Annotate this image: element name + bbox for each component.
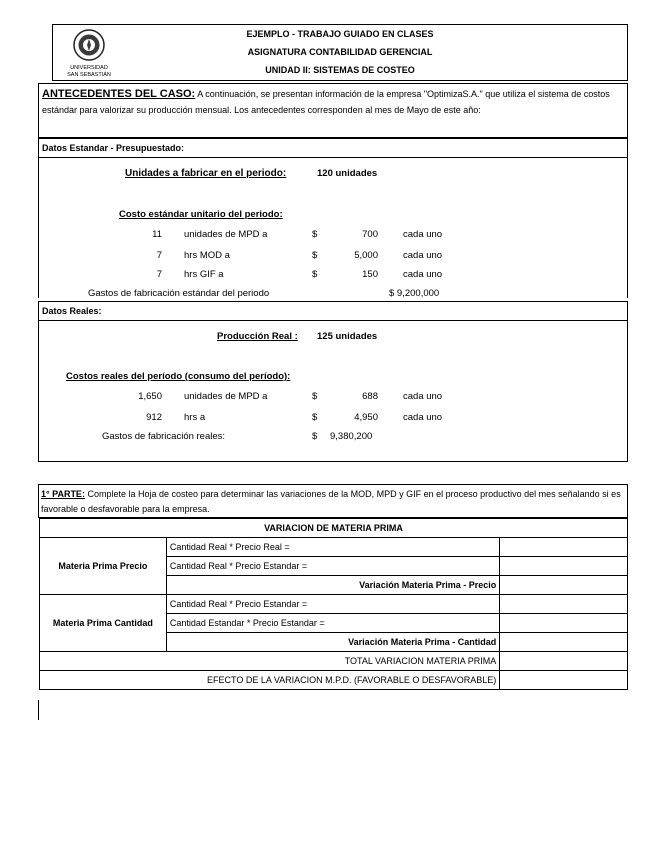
answer-cell[interactable] [500,538,628,557]
std-row-each: cada uno [403,229,443,240]
std-gif-label: Gastos de fabricación estándar del periodo [88,288,270,299]
real-row-qty: 1,650 [138,391,162,402]
real-row-each: cada uno [403,391,443,402]
cantidad-total-label: Variación Materia Prima - Cantidad [166,633,499,652]
total-variacion-label: TOTAL VARIACION MATERIA PRIMA [40,652,500,671]
units-label: Unidades a fabricar en el periodo: [125,168,287,179]
logo-text-1: UNIVERSIDAD [70,65,108,71]
std-row-cur: $ [312,229,318,240]
units-value: 120 unidades [317,168,378,179]
real-gif-label: Gastos de fabricación reales: [102,431,226,442]
real-row-amount: 4,950 [354,412,378,423]
std-row-amount: 700 [362,229,378,240]
real-gif-value: 9,380,200 [330,431,373,442]
unit-cost-title: Costo estándar unitario del periodo: [119,209,283,220]
real-gif-cur: $ [312,431,318,442]
std-row-qty: 11 [152,229,162,240]
std-row-each: cada uno [403,269,443,280]
estandar-section-title-box [38,138,628,158]
table-row [40,595,628,614]
std-row-desc: hrs MOD a [184,250,230,261]
answer-cell[interactable] [500,633,628,652]
reales-section-title-box [38,301,628,321]
precio-total-label: Variación Materia Prima - Precio [166,576,499,595]
real-costs-title: Costos reales del período (consumo del período): [66,371,291,382]
table-row [40,671,628,690]
real-row-cur: $ [312,391,318,402]
header-line-2: ASIGNATURA CONTABILIDAD GERENCIAL [247,47,433,57]
std-row-desc: hrs GIF a [184,269,224,280]
std-row-qty: 7 [156,250,162,261]
real-row-desc: unidades de MPD a [184,391,268,402]
precio-label: Materia Prima Precio [40,538,167,595]
answer-cell[interactable] [500,576,628,595]
reales-section-title: Datos Reales: [42,306,102,316]
std-row-qty: 7 [156,269,162,280]
std-row-desc: unidades de MPD a [184,229,268,240]
answer-cell[interactable] [500,652,628,671]
efecto-label: EFECTO DE LA VARIACION M.P.D. (FAVORABLE O DESFAVORABLE) [40,671,500,690]
prod-label: Producción Real : [217,331,298,342]
parte1-box [38,484,628,518]
table-row [40,652,628,671]
table-row [40,519,628,538]
variacion-table [39,518,628,690]
parte1-text: Complete la Hoja de costeo para determinar las variaciones de la MOD, MPD y GIF en el proceso productivo del mes señalando si es favorable o desfavorable para la empresa. [41,489,621,514]
cantidad-label: Materia Prima Cantidad [40,595,167,652]
antecedentes-box [38,83,628,138]
precio-row-label: Cantidad Real * Precio Estandar = [166,557,499,576]
real-row-each: cada uno [403,412,443,423]
std-gif-value: $ 9,200,000 [389,288,440,299]
std-row-cur: $ [312,250,318,261]
header-line-3: UNIDAD II: SISTEMAS DE COSTEO [265,65,415,75]
answer-cell[interactable] [500,614,628,633]
variacion-title: VARIACION DE MATERIA PRIMA [40,519,628,538]
std-row-amount: 5,000 [354,250,378,261]
precio-row-label: Cantidad Real * Precio Real = [166,538,499,557]
cantidad-row-label: Cantidad Real * Precio Estandar = [166,595,499,614]
answer-cell[interactable] [500,595,628,614]
real-row-qty: 912 [146,412,162,423]
answer-cell[interactable] [500,671,628,690]
estandar-section-title: Datos Estandar - Presupuestado: [42,143,185,153]
prod-value: 125 unidades [317,331,378,342]
cantidad-row-label: Cantidad Estandar * Precio Estandar = [166,614,499,633]
logo-text-2: SAN SEBASTIÁN [67,72,111,78]
answer-cell[interactable] [500,557,628,576]
left-rule [38,700,39,720]
std-row-each: cada uno [403,250,443,261]
antecedentes-text: A continuación, se presentan información de la empresa "OptimizaS.A." que utiliza el sistema de costos estándar para valorizar su producción mensual. Los antecedentes corresponden al mes de Mayo de este año: [42,89,610,115]
antecedentes-label: ANTECEDENTES DEL CASO: [42,88,196,100]
header-line-1: EJEMPLO - TRABAJO GUIADO EN CLASES [246,29,434,39]
real-row-amount: 688 [362,391,378,402]
std-row-amount: 150 [362,269,378,280]
real-row-cur: $ [312,412,318,423]
parte1-label: 1° PARTE: [41,489,85,499]
table-row [40,538,628,557]
header-box [52,24,628,81]
std-row-cur: $ [312,269,318,280]
real-row-desc: hrs a [184,412,206,423]
